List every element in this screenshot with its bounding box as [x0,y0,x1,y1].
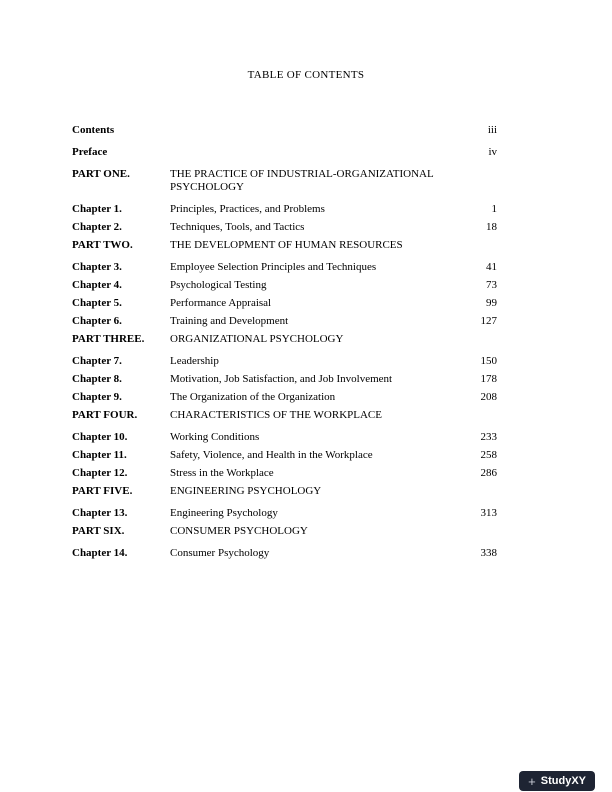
entry-page: iii [487,124,497,136]
entry-label: Chapter 5. [72,297,122,309]
entry-title: Performance Appraisal [170,297,272,309]
toc-row [72,409,497,422]
entry-page: 258 [480,449,497,461]
entry-title: Principles, Practices, and Problems [170,203,325,215]
entry-title: Stress in the Workplace [170,467,274,479]
toc-row [72,547,497,560]
entry-title: ENGINEERING PSYCHOLOGY [170,485,322,497]
entry-page: 208 [480,391,497,403]
page-title: TABLE OF CONTENTS [247,69,365,81]
entry-page: 41 [486,261,497,273]
entry-page: 99 [486,297,497,309]
toc-row [72,261,497,274]
toc-row [72,333,497,346]
entry-label: PART ONE. [72,168,130,180]
entry-title: CHARACTERISTICS OF THE WORKPLACE [170,409,382,421]
entry-page: 313 [480,507,497,519]
brand-name [541,775,586,787]
toc-row [72,279,497,292]
entry-label: Chapter 6. [72,315,122,327]
plus-icon: + [528,773,536,789]
entry-label: Preface [72,146,108,158]
entry-label: Chapter 12. [72,467,128,479]
entry-title: Techniques, Tools, and Tactics [170,221,305,233]
toc-row [72,315,497,328]
entry-title: Safety, Violence, and Health in the Workplace [170,449,373,461]
entry-title: Consumer Psychology [170,547,270,559]
brand-name-xy: XY [571,775,586,787]
entry-page: 338 [480,547,497,559]
entry-label: Chapter 14. [72,547,128,559]
toc-row [72,297,497,310]
entry-title: Employee Selection Principles and Techniques [170,261,377,273]
entry-label: Chapter 9. [72,391,122,403]
entry-title: Motivation, Job Satisfaction, and Job Involvement [170,373,393,385]
toc-list [72,124,497,560]
entry-label: PART SIX. [72,525,125,537]
entry-label: PART TWO. [72,239,133,251]
entry-label: PART FOUR. [72,409,138,421]
toc-row [72,146,497,159]
entry-label: Chapter 7. [72,355,122,367]
entry-page: 178 [480,373,497,385]
entry-label: Chapter 3. [72,261,122,273]
entry-page: 150 [480,355,497,367]
toc-row [72,373,497,386]
entry-title: Engineering Psychology [170,507,278,519]
entry-title: ORGANIZATIONAL PSYCHOLOGY [170,333,344,345]
toc-row [72,203,497,216]
toc-row [72,507,497,520]
entry-label: Chapter 11. [72,449,127,461]
entry-title: CONSUMER PSYCHOLOGY [170,525,308,537]
entry-title: Leadership [170,355,219,367]
entry-title: Working Conditions [170,431,260,443]
entry-label: Chapter 13. [72,507,128,519]
entry-page: 286 [480,467,497,479]
toc-row [72,239,497,252]
toc-row [72,525,497,538]
entry-page: 73 [486,279,497,291]
entry-page: 127 [480,315,497,327]
studyxy-logo-badge [519,771,595,791]
entry-page: 18 [486,221,497,233]
entry-label: PART FIVE. [72,485,133,497]
entry-page: 233 [480,431,497,443]
toc-row [72,391,497,404]
entry-label: PART THREE. [72,333,145,345]
entry-label: Chapter 1. [72,203,122,215]
entry-label: Chapter 4. [72,279,122,291]
toc-row [72,221,497,234]
entry-page: iv [488,146,497,158]
entry-label: Contents [72,124,115,136]
entry-label: Chapter 10. [72,431,128,443]
toc-row [72,485,497,498]
toc-row [72,449,497,462]
entry-page: 1 [491,203,497,215]
toc-row [72,124,497,137]
toc-row [72,467,497,480]
entry-title: Training and Development [170,315,289,327]
entry-title: The Organization of the Organization [170,391,336,403]
toc-row [72,168,497,194]
entry-title: THE PRACTICE OF INDUSTRIAL-ORGANIZATIONAL PSYCHOLOGY [170,168,434,193]
entry-label: Chapter 8. [72,373,122,385]
entry-title: Psychological Testing [170,279,267,291]
entry-title: THE DEVELOPMENT OF HUMAN RESOURCES [170,239,403,251]
entry-label: Chapter 2. [72,221,122,233]
toc-row [72,355,497,368]
brand-name-study: Study [540,775,572,787]
toc-row [72,431,497,444]
